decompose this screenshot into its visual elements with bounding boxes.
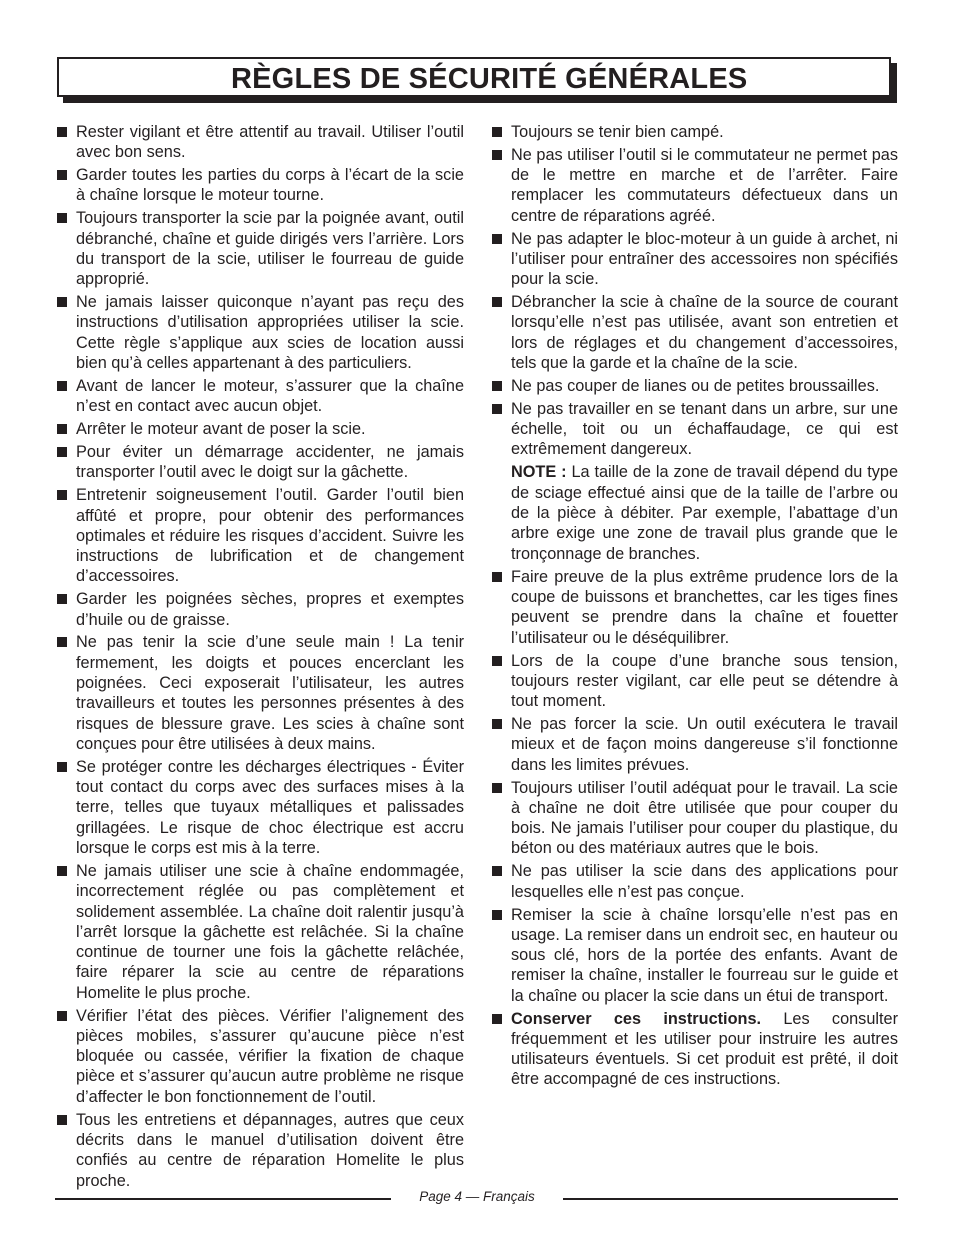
list-item: Ne jamais utiliser une scie à chaîne endommagée, incorrectement réglée ou pas complètement et solidement assemblée. La chaîne doit ralentir jusqu’à l’arrêt lorsque la gâchette est relâchée. Si la chaîne continue de tourner une fois la gâchette relâchée, faire réparer la scie au centre de réparations Homelite le plus proche. bbox=[55, 861, 464, 1003]
list-item: Avant de lancer le moteur, s’assurer que la chaîne n’est en contact avec aucun objet. bbox=[55, 376, 464, 417]
list-item: Pour éviter un démarrage accidenter, ne jamais transporter l’outil avec le doigt sur la gâchette. bbox=[55, 442, 464, 483]
list-item: Entretenir soigneusement l’outil. Garder l’outil bien affûté et propre, pour obtenir des performances optimales et réduire les risques d’accident. Suivre les instructions de lubrification et de changement d’accessoires. bbox=[55, 485, 464, 586]
list-item: Faire preuve de la plus extrême prudence lors de la coupe de buissons et branchettes, car les tiges fines peuvent se prendre dans la chaîne et fouetter l’utilisateur ou le déséquilibrer. bbox=[490, 567, 898, 648]
square-bullet-icon bbox=[57, 762, 67, 772]
list-item: Ne pas utiliser l’outil si le commutateur ne permet pas de le mettre en marche et de l’arrêter. Faire remplacer les commutateurs défectueux dans un centre de réparations agréé. bbox=[490, 145, 898, 226]
title-box bbox=[57, 57, 891, 97]
left-rule-list bbox=[55, 122, 464, 1191]
square-bullet-icon bbox=[57, 127, 67, 137]
list-item: Garder les poignées sèches, propres et exemptes d’huile ou de graisse. bbox=[55, 589, 464, 630]
list-item: Ne jamais laisser quiconque n’ayant pas reçu des instructions d’utilisation appropriées utiliser la scie. Cette règle s’applique aux scies de location aussi bien qu’à celles appartenant à des particuliers. bbox=[55, 292, 464, 373]
square-bullet-icon bbox=[492, 404, 502, 414]
square-bullet-icon bbox=[492, 127, 502, 137]
list-item: Garder toutes les parties du corps à l’écart de la scie à chaîne lorsque le moteur tourne. bbox=[55, 165, 464, 206]
square-bullet-icon bbox=[57, 447, 67, 457]
list-item: Arrêter le moteur avant de poser la scie. bbox=[55, 419, 464, 439]
square-bullet-icon bbox=[57, 381, 67, 391]
square-bullet-icon bbox=[492, 783, 502, 793]
list-item: Ne pas couper de lianes ou de petites broussailles. bbox=[490, 376, 898, 396]
square-bullet-icon bbox=[57, 170, 67, 180]
page-title: RÈGLES DE SÉCURITÉ GÉNÉRALES bbox=[231, 63, 748, 95]
square-bullet-icon bbox=[57, 213, 67, 223]
list-item: Lors de la coupe d’une branche sous tension, toujours rester vigilant, car elle peut se détendre à tout moment. bbox=[490, 651, 898, 712]
square-bullet-icon bbox=[492, 572, 502, 582]
list-item: Ne pas travailler en se tenant dans un arbre, sur une échelle, toit ou un échaffaudage, ce qui est extrêmement dangereux. bbox=[490, 399, 898, 460]
square-bullet-icon bbox=[492, 1014, 502, 1024]
list-item: Tous les entretiens et dépannages, autres que ceux décrits dans le manuel d’utilisation doivent être confiés au centre de réparation Homelite le plus proche. bbox=[55, 1110, 464, 1191]
right-rule-list-a bbox=[490, 122, 898, 460]
list-item: Vérifier l’état des pièces. Vérifier l’alignement des pièces mobiles, s’assurer qu’aucune pièce n’est bloquée ou cassée, vérifier la fixation de chaque pièce et s’assurer qu’aucun autre problème ne risque d’affecter le bon fonctionnement de l’outil. bbox=[55, 1006, 464, 1107]
list-item: Ne pas forcer la scie. Un outil exécutera le travail mieux et de façon moins dangereuse s’il fonctionne dans les limites prévues. bbox=[490, 714, 898, 775]
square-bullet-icon bbox=[57, 424, 67, 434]
list-item: Débrancher la scie à chaîne de la source de courant lorsqu’elle n’est pas utilisée, avant son entretien et lors de réglages et du changement d’accessoires, tels que la garde et la chaîne de la scie. bbox=[490, 292, 898, 373]
left-column bbox=[55, 122, 464, 1193]
note-label: NOTE : bbox=[511, 463, 567, 482]
list-item: Rester vigilant et être attentif au travail. Utiliser l’outil avec bon sens. bbox=[55, 122, 464, 163]
square-bullet-icon bbox=[492, 381, 502, 391]
footer-rule-right bbox=[563, 1198, 898, 1200]
list-item: Toujours se tenir bien campé. bbox=[490, 122, 898, 142]
list-item: Ne pas adapter le bloc-moteur à un guide à archet, ni l’utiliser pour entraîner des accessoires non spécifiés pour la scie. bbox=[490, 229, 898, 290]
page-footer bbox=[55, 1188, 898, 1208]
list-item: Remiser la scie à chaîne lorsqu’elle n’est pas en usage. La remiser dans un endroit sec, en hauteur ou sous clé, hors de la portée des enfants. Avant de remiser la chaîne, installer le fourreau sur le guide et la chaîne ou placer la scie dans un étui de transport. bbox=[490, 905, 898, 1006]
square-bullet-icon bbox=[57, 637, 67, 647]
note-paragraph bbox=[490, 462, 898, 563]
list-item: Ne pas tenir la scie d’une seule main ! La tenir fermement, les doigts et pouces encerclant les poignées. Ceci exposerait l’utilisateur, les autres travailleurs et toutes les personnes présentes à des risques de blessure grave. Les scies à chaîne sont conçues pour être utilisées à deux mains. bbox=[55, 632, 464, 754]
square-bullet-icon bbox=[492, 150, 502, 160]
square-bullet-icon bbox=[57, 1011, 67, 1021]
list-item: Ne pas utiliser la scie dans des applications pour lesquelles elle n’est pas conçue. bbox=[490, 861, 898, 902]
square-bullet-icon bbox=[57, 297, 67, 307]
square-bullet-icon bbox=[57, 594, 67, 604]
square-bullet-icon bbox=[492, 719, 502, 729]
right-rule-list-b bbox=[490, 567, 898, 1090]
square-bullet-icon bbox=[57, 490, 67, 500]
square-bullet-icon bbox=[492, 234, 502, 244]
square-bullet-icon bbox=[492, 656, 502, 666]
list-item: Conserver ces instructions. Les consulter fréquemment et les utiliser pour instruire les autres utilisateurs éventuels. Si cet produit est prêté, il doit être accompagné de ces instructions. bbox=[490, 1009, 898, 1090]
footer-rule-left bbox=[55, 1198, 391, 1200]
square-bullet-icon bbox=[492, 297, 502, 307]
square-bullet-icon bbox=[57, 866, 67, 876]
right-column bbox=[490, 122, 898, 1092]
list-item: Toujours transporter la scie par la poignée avant, outil débranché, chaîne et guide dirigés vers l’arrière. Lors du transport de la scie, utiliser le fourreau de guide approprié. bbox=[55, 208, 464, 289]
list-item: Toujours utiliser l’outil adéquat pour le travail. La scie à chaîne ne doit être utilisée que pour couper du bois. Ne jamais l’utiliser pour couper du plastique, du béton ou des matériaux autres que le bois. bbox=[490, 778, 898, 859]
square-bullet-icon bbox=[57, 1115, 67, 1125]
list-item: Se protéger contre les décharges électriques - Éviter tout contact du corps avec des surfaces mises à la terre, telles que tuyaux métalliques et palissades grillagées. Le risque de choc électrique est accru lorsque le corps est mis à la terre. bbox=[55, 757, 464, 858]
note-text: La taille de la zone de travail dépend du type de sciage effectué ainsi que de la taille de l’arbre ou de la pièce à débiter. Par exemple, l’abattage d’un arbre exige une zone de travail plus grande que le tronçonnage de branches. bbox=[511, 463, 899, 563]
square-bullet-icon bbox=[492, 866, 502, 876]
page-number-label: Page 4 — Français bbox=[419, 1189, 535, 1204]
conserver-instructions-bold: Conserver ces instructions. bbox=[511, 1009, 762, 1028]
square-bullet-icon bbox=[492, 910, 502, 920]
